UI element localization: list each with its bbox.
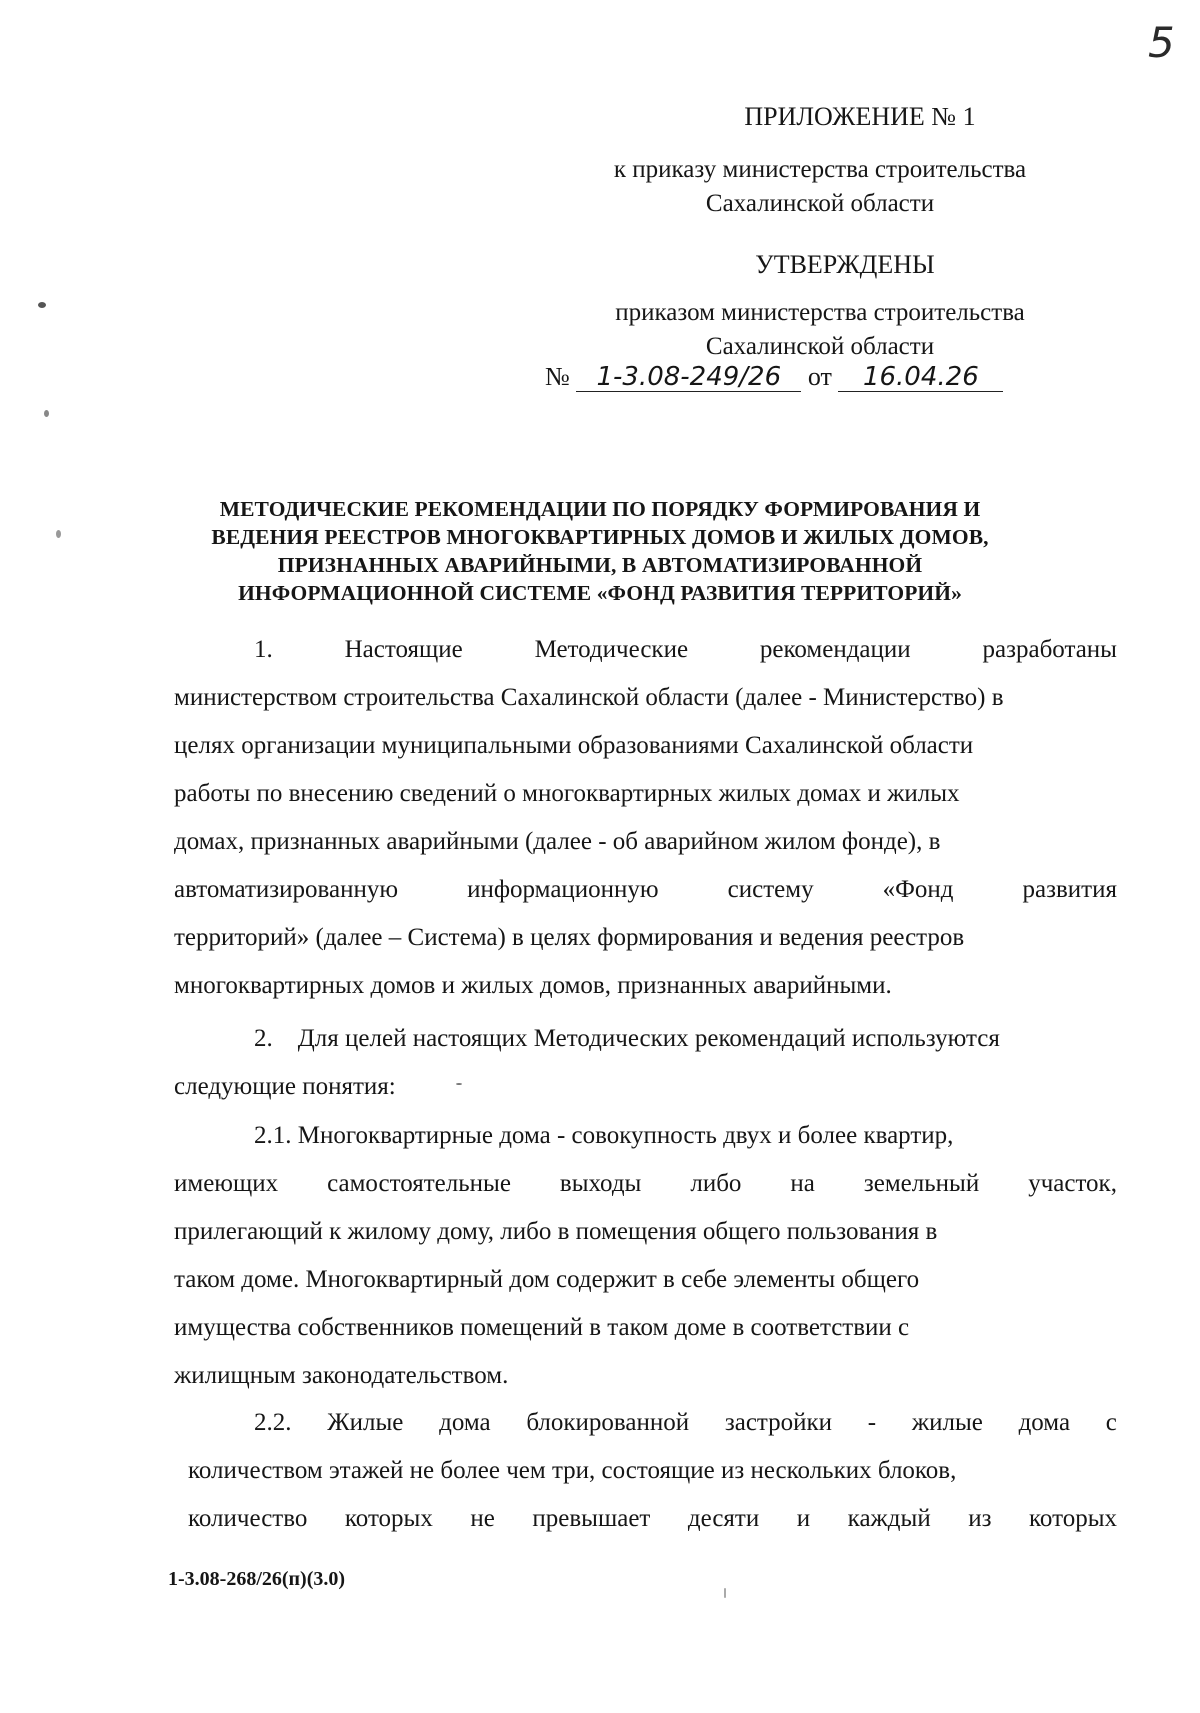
- paragraph-1-line-7: территорий» (далее – Система) в целях формирования и ведения реестров: [174, 924, 965, 951]
- p1-word: Методические: [534, 636, 689, 663]
- title-line-4: ИНФОРМАЦИОННОЙ СИСТЕМЕ «ФОНД РАЗВИТИЯ ТЕРРИТОРИЙ»: [238, 581, 962, 605]
- scan-speck: [56, 530, 61, 538]
- p4-word: количество: [188, 1505, 308, 1532]
- p3-word: земельный: [863, 1170, 980, 1197]
- title-line-1: МЕТОДИЧЕСКИЕ РЕКОМЕНДАЦИИ ПО ПОРЯДКУ ФОРМИРОВАНИЯ И: [219, 497, 981, 521]
- p4-word: и: [796, 1505, 811, 1532]
- document-title: [150, 495, 1050, 607]
- paragraph-4-line-2: количеством этажей не более чем три, состоящие из нескольких блоков,: [188, 1457, 957, 1484]
- p4-word: блокированной: [526, 1409, 690, 1436]
- document-code: 1-3.08-268/26(п)(3.0): [168, 1568, 346, 1590]
- order-date-handwritten: 16.04.26: [838, 364, 1003, 392]
- p4-word: каждый: [847, 1505, 931, 1532]
- p4-word: с: [1105, 1409, 1117, 1436]
- appendix-heading: ПРИЛОЖЕНИЕ № 1: [744, 102, 976, 131]
- paragraph-4-line-1: [188, 1399, 1117, 1447]
- scan-speck: [38, 302, 46, 308]
- p4-word: 2.2.: [254, 1409, 292, 1436]
- p3-word: самостоятельные: [327, 1170, 511, 1197]
- p4-word: которых: [1029, 1505, 1117, 1532]
- paragraph-3: [174, 1112, 1117, 1400]
- approved-ref-line-2: Сахалинской области: [705, 333, 935, 360]
- appendix-ref-line-1: к приказу министерства строительства: [613, 156, 1027, 183]
- p1-word: 1.: [254, 636, 273, 663]
- paragraph-3-line-2: [174, 1160, 1117, 1208]
- paragraph-1: [174, 626, 1117, 1010]
- p3-word: выходы: [559, 1170, 642, 1197]
- p3-word: имеющих: [174, 1170, 279, 1197]
- p4-word: превышает: [532, 1505, 651, 1532]
- title-line-2: ВЕДЕНИЯ РЕЕСТРОВ МНОГОКВАРТИРНЫХ ДОМОВ И ЖИЛЫХ ДОМОВ,: [211, 525, 989, 549]
- p1-word: информационную: [467, 876, 659, 903]
- p4-word: из: [968, 1505, 992, 1532]
- p4-word: застройки: [724, 1409, 833, 1436]
- paragraph-1-line-5: домах, признанных аварийными (далее - об аварийном жилом фонде), в: [174, 828, 941, 855]
- approved-reference: [560, 296, 1080, 364]
- p1-word: развития: [1022, 876, 1117, 903]
- paragraph-3-line-4: таком доме. Многоквартирный дом содержит в себе элементы общего: [174, 1266, 920, 1293]
- paragraph-1-line-3: целях организации муниципальными образованиями Сахалинской области: [174, 732, 974, 759]
- scan-speck: [724, 1588, 726, 1598]
- approved-ref-line-1: приказом министерства строительства: [615, 299, 1025, 326]
- paragraph-2: [174, 1015, 1117, 1111]
- paragraph-3-line-3: прилегающий к жилому дому, либо в помещения общего пользования в: [174, 1218, 938, 1245]
- scan-speck: [456, 1083, 462, 1085]
- paragraph-1-line-1: [174, 626, 1117, 674]
- paragraph-3-line-1: 2.1. Многоквартирные дома - совокупность двух и более квартир,: [254, 1122, 954, 1149]
- paragraph-1-line-8: многоквартирных домов и жилых домов, признанных аварийными.: [174, 972, 892, 999]
- appendix-ref-line-2: Сахалинской области: [705, 190, 935, 217]
- paragraph-1-line-4: работы по внесению сведений о многоквартирных жилых домах и жилых: [174, 780, 960, 807]
- p1-word: автоматизированную: [174, 876, 399, 903]
- handwritten-page-number: 5: [1148, 18, 1175, 67]
- p3-word: участок,: [1028, 1170, 1117, 1197]
- paragraph-4: [188, 1399, 1117, 1543]
- p1-word: рекомендации: [759, 636, 911, 663]
- p4-word: Жилые: [327, 1409, 404, 1436]
- paragraph-2-line-2: следующие понятия:: [174, 1073, 396, 1100]
- p4-word: десяти: [687, 1505, 760, 1532]
- p4-word: не: [470, 1505, 495, 1532]
- p4-word: которых: [344, 1505, 433, 1532]
- order-number-handwritten: 1-3.08-249/26: [576, 364, 801, 392]
- paragraph-1-line-6: [174, 866, 1117, 914]
- approved-heading: УТВЕРЖДЕНЫ: [755, 250, 935, 279]
- p3-word: либо: [690, 1170, 742, 1197]
- p4-word: дома: [439, 1409, 491, 1436]
- paragraph-2-line-1: 2. Для целей настоящих Методических рекомендаций используются: [254, 1025, 1000, 1052]
- title-line-3: ПРИЗНАННЫХ АВАРИЙНЫМИ, В АВТОМАТИЗИРОВАННОЙ: [277, 553, 923, 577]
- p4-word: -: [867, 1409, 877, 1436]
- order-number-line: [545, 362, 1003, 392]
- scan-speck: [44, 410, 49, 417]
- appendix-reference: [560, 153, 1080, 221]
- paragraph-3-line-6: жилищным законодательством.: [174, 1362, 509, 1389]
- p3-word: на: [790, 1170, 815, 1197]
- p4-word: дома: [1018, 1409, 1071, 1436]
- paragraph-3-line-5: имущества собственников помещений в таком доме в соответствии с: [174, 1314, 910, 1341]
- paragraph-1-line-2: министерством строительства Сахалинской области (далее - Министерство) в: [174, 684, 1004, 711]
- order-date-prefix: от: [807, 362, 832, 391]
- p1-word: «Фонд: [882, 876, 954, 903]
- p1-word: Настоящие: [344, 636, 463, 663]
- p1-word: систему: [727, 876, 814, 903]
- p1-word: разработаны: [982, 636, 1117, 663]
- order-number-prefix: №: [545, 362, 570, 391]
- p4-word: жилые: [911, 1409, 983, 1436]
- paragraph-4-line-3: [188, 1495, 1117, 1543]
